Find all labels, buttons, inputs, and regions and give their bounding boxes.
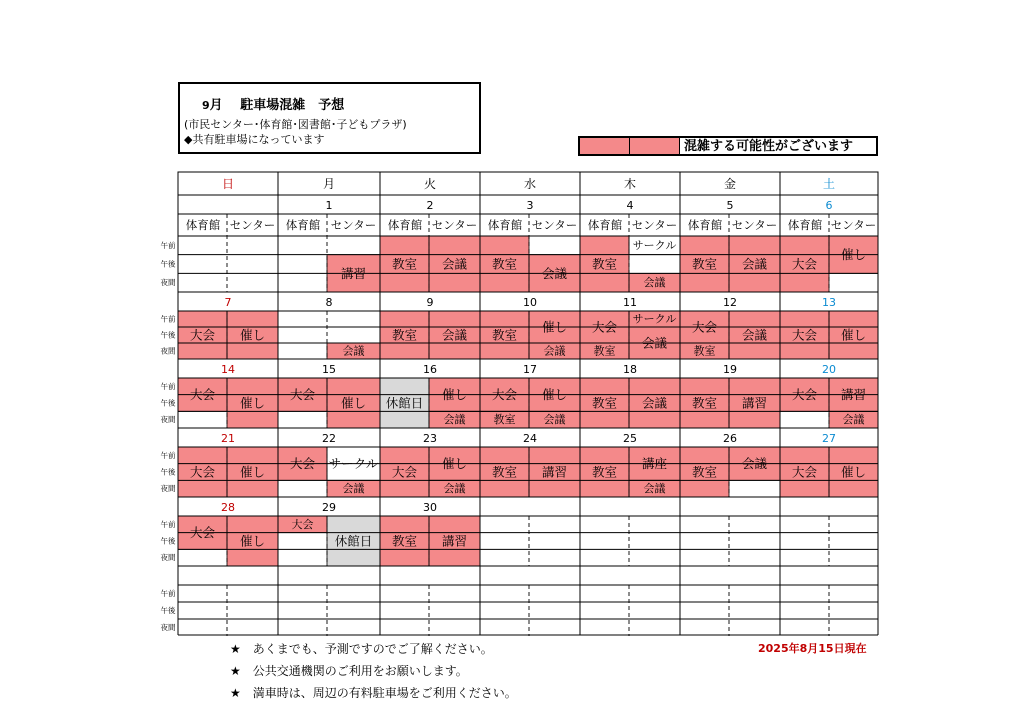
note-2: ★ 公共交通機関のご利用をお願いします。	[230, 664, 468, 678]
date-number: 1	[325, 199, 333, 212]
period-label: 夜間	[160, 278, 176, 288]
facility-label-gym: 体育館	[787, 218, 823, 232]
date-number: 25	[623, 432, 637, 445]
note-3: ★ 満車時は、周辺の有料駐車場をご利用ください。	[230, 686, 517, 700]
event-label: 催し	[840, 247, 867, 263]
weekday-label: 木	[623, 177, 637, 191]
event-label: 大会	[791, 387, 818, 403]
event-label: 教室	[491, 256, 518, 272]
weekday-label: 月	[322, 177, 336, 191]
event-label: 催し	[239, 395, 266, 411]
date-number: 13	[822, 296, 836, 309]
event-label: 会議	[643, 276, 666, 290]
event-label: 教室	[491, 327, 518, 343]
weekday-label: 金	[723, 177, 737, 191]
date-number: 3	[526, 199, 534, 212]
event-label: 会議	[443, 482, 466, 496]
event-label: 大会	[791, 256, 818, 272]
facility-label-center: センター	[631, 218, 678, 232]
event-label: 会議	[342, 482, 365, 496]
period-label: 午後	[160, 259, 176, 269]
period-label: 午前	[160, 240, 176, 250]
event-label: 講習	[840, 387, 867, 403]
date-number: 11	[623, 296, 637, 309]
event-label: 催し	[840, 327, 867, 343]
event-label: 大会	[791, 464, 818, 480]
event-label: 会議	[541, 265, 568, 281]
period-label: 夜間	[160, 553, 176, 563]
period-label: 夜間	[160, 346, 176, 356]
event-label: 大会	[691, 319, 718, 335]
facility-label-gym: 体育館	[587, 218, 623, 232]
weekday-label: 日	[221, 177, 235, 191]
period-label: 午後	[160, 330, 176, 340]
date-number: 21	[221, 432, 235, 445]
event-label: 会議	[842, 413, 865, 427]
event-label: 大会	[189, 387, 216, 403]
period-label: 夜間	[160, 623, 176, 632]
event-label: 大会	[189, 525, 216, 541]
date-number: 24	[523, 432, 537, 445]
facility-label-center: センター	[431, 218, 478, 232]
event-label: 催し	[239, 464, 266, 480]
weekday-label: 水	[523, 177, 537, 191]
date-number: 29	[322, 501, 336, 514]
title-text: 駐車場混雑 予想	[240, 98, 345, 113]
date-number: 28	[221, 501, 235, 514]
event-label: 講座	[641, 456, 668, 472]
event-label: 講習	[340, 265, 367, 281]
event-label: 会議	[443, 413, 466, 427]
event-label: 会議	[342, 344, 365, 358]
weekday-label: 土	[822, 177, 836, 191]
event-label: 会議	[641, 335, 668, 351]
event-label: 講習	[441, 533, 468, 549]
facility-label-center: センター	[830, 218, 877, 232]
date-number: 10	[523, 296, 537, 309]
facility-label-center: センター	[330, 218, 377, 232]
month-suffix: 月	[209, 98, 223, 113]
period-label: 午後	[160, 536, 176, 546]
event-label: 大会	[289, 456, 316, 472]
event-label: 教室	[691, 256, 718, 272]
event-label: 教室	[391, 533, 418, 549]
facility-label-gym: 体育館	[285, 218, 321, 232]
event-label: 教室	[593, 344, 616, 358]
event-label: サークル	[328, 456, 379, 472]
date-number: 30	[423, 501, 437, 514]
date-number: 17	[523, 363, 537, 376]
event-label: 大会	[791, 327, 818, 343]
facility-label-gym: 体育館	[387, 218, 423, 232]
event-label: 会議	[641, 395, 668, 411]
period-label: 午後	[160, 606, 176, 615]
event-label: 教室	[391, 256, 418, 272]
date-number: 14	[221, 363, 235, 376]
as-of-date: 2025年8月15日現在	[758, 642, 867, 655]
event-label: 教室	[693, 344, 716, 358]
facility-label-center: センター	[229, 218, 276, 232]
event-label: 教室	[591, 256, 618, 272]
event-label: サークル	[632, 312, 677, 326]
date-number: 12	[723, 296, 737, 309]
shared-parking-note: ◆共有駐車場になっています	[184, 133, 325, 146]
period-label: 午前	[160, 314, 176, 324]
event-label: 教室	[493, 413, 516, 427]
closed-day-label: 休館日	[385, 395, 424, 411]
event-label: 教室	[591, 464, 618, 480]
date-number: 20	[822, 363, 836, 376]
event-label: 会議	[643, 482, 666, 496]
event-label: 催し	[340, 395, 367, 411]
event-label: 催し	[239, 533, 266, 549]
facility-label-gym: 体育館	[687, 218, 723, 232]
event-label: 会議	[741, 256, 768, 272]
date-number: 6	[825, 199, 833, 212]
event-label: 催し	[239, 327, 266, 343]
event-label: 催し	[840, 464, 867, 480]
date-number: 23	[423, 432, 437, 445]
period-label: 午前	[160, 381, 176, 391]
event-label: 会議	[741, 327, 768, 343]
event-label: 教室	[491, 464, 518, 480]
event-label: 会議	[543, 413, 566, 427]
facility-label-center: センター	[731, 218, 778, 232]
period-label: 午前	[160, 589, 176, 598]
date-number: 16	[423, 363, 437, 376]
event-label: 会議	[543, 344, 566, 358]
date-number: 2	[426, 199, 434, 212]
date-number: 9	[426, 296, 434, 309]
date-number: 8	[325, 296, 333, 309]
event-label: 教室	[691, 464, 718, 480]
event-label: 催し	[541, 387, 568, 403]
event-label: 大会	[291, 517, 314, 531]
date-number: 18	[623, 363, 637, 376]
event-label: 講習	[541, 464, 568, 480]
date-number: 7	[224, 296, 232, 309]
note-1: ★ あくまでも、予測ですのでご了解ください。	[230, 642, 493, 656]
date-number: 15	[322, 363, 336, 376]
event-label: 大会	[591, 319, 618, 335]
facility-label-gym: 体育館	[185, 218, 221, 232]
period-label: 午前	[160, 450, 176, 460]
event-label: 催し	[541, 319, 568, 335]
event-label: 教室	[691, 395, 718, 411]
date-number: 4	[626, 199, 634, 212]
period-label: 午前	[160, 519, 176, 529]
period-label: 夜間	[160, 484, 176, 494]
event-label: 会議	[741, 456, 768, 472]
facility-label-center: センター	[531, 218, 578, 232]
facility-label-gym: 体育館	[487, 218, 523, 232]
date-number: 19	[723, 363, 737, 376]
weekday-label: 火	[423, 177, 437, 191]
event-label: 催し	[441, 387, 468, 403]
event-label: サークル	[632, 238, 677, 252]
period-label: 午後	[160, 467, 176, 477]
facilities-subtitle: (市民センター･体育館･図書館･子どもプラザ)	[184, 118, 407, 131]
month-number: 9	[202, 99, 210, 112]
event-label: 会議	[441, 327, 468, 343]
period-label: 夜間	[160, 415, 176, 425]
date-number: 5	[726, 199, 734, 212]
date-number: 22	[322, 432, 336, 445]
closed-day-label: 休館日	[334, 533, 373, 549]
event-label: 教室	[591, 395, 618, 411]
date-number: 26	[723, 432, 737, 445]
event-label: 教室	[391, 327, 418, 343]
event-label: 大会	[491, 387, 518, 403]
event-label: 大会	[189, 327, 216, 343]
event-label: 催し	[441, 456, 468, 472]
event-label: 会議	[441, 256, 468, 272]
event-label: 大会	[189, 464, 216, 480]
event-label: 大会	[391, 464, 418, 480]
date-number: 27	[822, 432, 836, 445]
legend-label: 混雑する可能性がございます	[684, 139, 854, 154]
period-label: 午後	[160, 398, 176, 408]
event-label: 講習	[741, 395, 768, 411]
event-label: 大会	[289, 387, 316, 403]
